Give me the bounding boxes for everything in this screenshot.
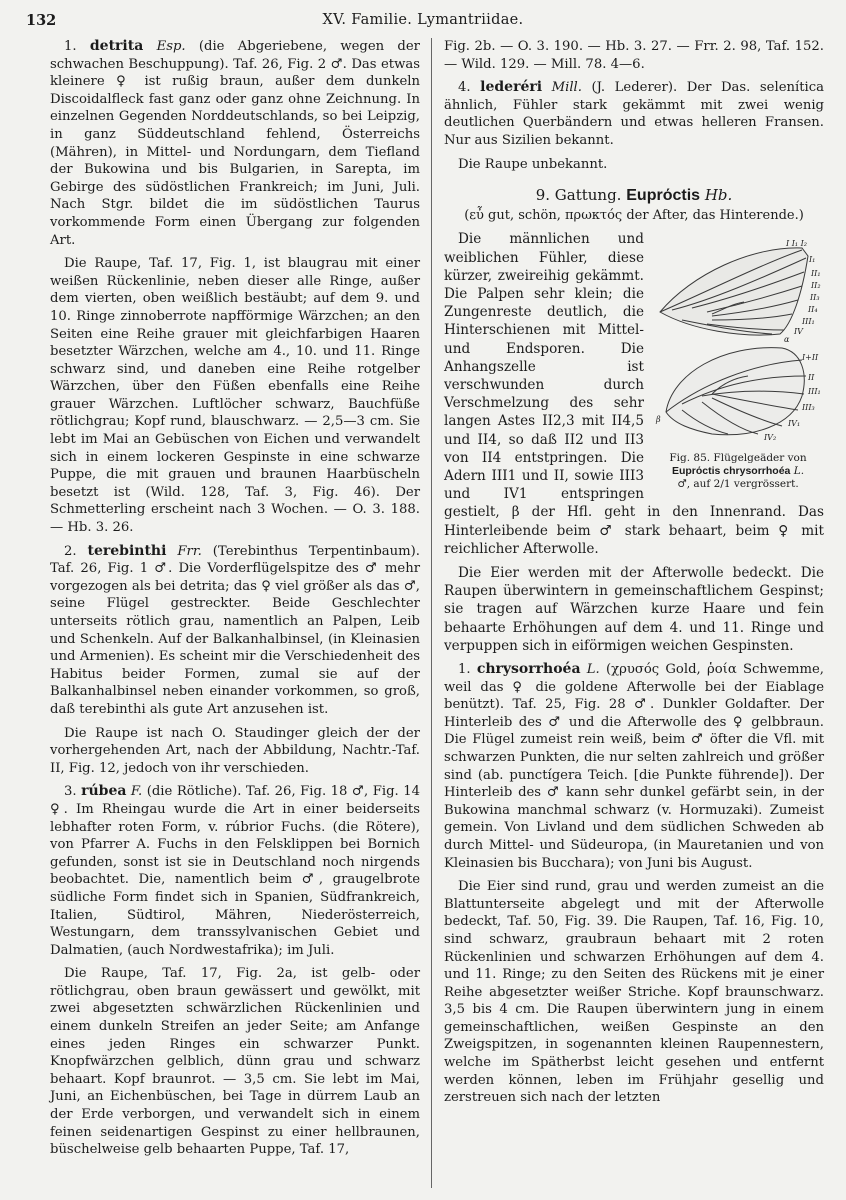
paragraph-raupe-detrita: Die Raupe, Taf. 17, Fig. 1, ist blaugrau mit einer weißen Rückenlinie, neben dieser alle Ringe, außer dem vierten, oben weißlich bestäubt; auf dem 9. und 10. Ringe zinnoberrote napfförmige Wärzchen; an den Seiten eine Reihe grauer mit gleichfarbigen Haaren besetzter Wärzchen, welche am 4., 10. und 11. Ringe schwarz sind, und daneben eine Reihe rotgelber Wärzchen, über den Füßen ebenfalls eine Reihe grauer Wärzchen. Luftlöcher schwarz, Bauchfüße rötlichgrau; Kopf rund, blauschwarz. — 2,5—3 cm. Sie lebt im Mai an Gebüschen von Eichen und verwandelt sich in einem lockeren Gespinste in eine schwarze Puppe, die mit grauen und braunen Haarbüscheln besetzt ist (Wild. 128, Taf. 3, Fig. 46). Der Schmetterling erscheint nach 3 Wochen. — O. 3. 188. — Hb. 3. 26.	[50, 256, 420, 536]
species-author: Mill.	[551, 80, 582, 96]
caption-species: Euprόctis chrysorrhoéa	[671, 465, 791, 478]
paragraph-raupe-terebinthi: Die Raupe ist nach O. Staudinger gleich der der vorhergehenden Art, nach der Abbildung, Nachtr.-Taf. II, Fig. 12, jedoch von ihr verschieden.	[50, 725, 420, 776]
species-entry-terebinthi	[50, 543, 420, 719]
species-name: rúbea	[81, 783, 127, 800]
svg-text:III₁: III₁	[802, 317, 815, 327]
species-number: 1.	[458, 662, 471, 678]
species-text: (die Abgeriebene, wegen der schwachen Beschuppung). Taf. 26, Fig. 2 ♂. Das etwas kleinere ♀ ist rußig braun, außer dem dunkeln Discoidalfleck fast ganz oder ganz ohne Zeichnung. In einzelnen Gegenden Norddeutschlands, so bei Leipzig, in ganz Süddeutschland fehlend, Österreichs (Mähren), in Mittel- und Nordungarn, dem Tiefland der Bukowina und bis Bulgarien, in Sarepta, im Gebirge des südöstlichen Frankreich; im Juni, Juli. Nach Stgr. bildet die im südöstlichen Taurus vorkommende Form einen Übergang zur folgenden Art.	[50, 39, 420, 248]
species-number: 3.	[64, 784, 77, 800]
caption-prefix: Fig. 85. Flügelgeäder von	[669, 452, 807, 465]
paragraph-raupe-rubea: Die Raupe, Taf. 17, Fig. 2a, ist gelb- oder rötlichgrau, oben braun gewässert und gewölkt, mit zwei abgesetzten schwärzlichen Rückenlinien und einem dunkeln Streifen an jeder Seite; am Anfange eines jeden Ringes ein schwarzer Punkt. Knopfwärzchen gelblich, dünn grau und schwarz behaart. Kopf braunrot. — 3,5 cm. Sie lebt im Mai, Juni, an Eichenbüschen, bei Tage in dürrem Laub an der Erde verborgen, und verwandelt sich in einem feinen seidenartigen Gespinst zu einer hellbraunen, büschelweise gelb behaarten Puppe, Taf. 17,	[50, 966, 420, 1158]
continuation-text: Fig. 2b. — O. 3. 190. — Hb. 3. 27. — Frr. 2. 98, Taf. 152. — Wild. 129. — Mill. 78. 4—6.	[444, 39, 824, 72]
species-number: 4.	[458, 80, 471, 96]
species-text: (Terebinthus Terpentinbaum). Taf. 26, Fig. 1 ♂. Die Vorderflügelspitze des ♂ mehr vorgezogen als bei detrita; das ♀ viel größer als das ♂, seine Flügel gestreckter. Beide Geschlechter unterseits rötlich grau, namentlich an Palpen, Leib und Schenkeln. Auf der Balkanhalbinsel, (in Kleinasien und Armenien). Es scheint mir die Verschiedenheit des Habitus beider Formen, zumal sie auf der Balkanhalbinsel neben einander vorkommen, so groß, daß terebinthi als gute Art anzusehen ist.	[50, 543, 420, 717]
svg-text:II₂: II₂	[811, 281, 821, 291]
genus-heading	[444, 187, 824, 205]
svg-text:III₃: III₃	[802, 403, 815, 413]
svg-text:I₁: I₁	[809, 255, 816, 265]
wing-venation-illustration	[652, 234, 824, 450]
species-number: 2.	[64, 543, 77, 559]
paragraph-eier: Die Eier werden mit der Afterwolle bedeckt. Die Raupen überwintern in gemeinschaftlichem Gespinst; sie tragen auf Wärzchen kurze Haare und fein behaarte Erhöhungen auf dem 4. und 11. Ringe und verpuppen sich in eiförmigen weichen Gespinsten.	[444, 565, 824, 654]
paragraph-eier-raupen: Die Eier sind rund, grau und werden zumeist an die Blattunterseite abgelegt und mit der Afterwolle bedeckt, Taf. 50, Fig. 39. Die Raupen, Taf. 16, Fig. 10, sind schwarz, graubraun behaart mit 2 roten Rückenlinien und schwarzen Erhöhungen auf dem 4. und 11. Ringe; zu den Seiten des Rückens mit je einer Reihe abgesetzter weißer Striche. Kopf braunschwarz. 3,5 bis 4 cm. Die Raupen überwintern jung in einem gemeinschaftlichen, weißen Gespinste an den Zweigspitzen, in sogenannten kleinen Raupennestern, welche im Spätherbst leicht gesehen und entfernt werden können, leben im Frühjahr gesellig und zerstreuen sich nach der letzten	[444, 879, 824, 1106]
page-header	[26, 8, 820, 32]
species-author: Esp.	[156, 39, 186, 54]
svg-text:α: α	[784, 335, 790, 345]
species-text: (J. Lederer). Der Das. selenítica ähnlich, Fühler stark gekämmt mit zwei wenig deutlichen Querbändern und etwas helleren Fransen. Nur aus Sizilien bekannt.	[444, 80, 824, 148]
species-number: 1.	[64, 39, 77, 54]
species-entry-rubea	[50, 783, 420, 959]
genus-description: Die männlichen und weiblichen Fühler, diese kürzer, zweireihig gekämmt. Die Palpen sehr klein; die Zungenreste deutlich, die Hinterschienen mit Mittel- und Endsporen. Die Anhangszelle ist verschwunden durch Verschmelzung des sehr langen Astes II2,3 mit II4,5 und II4, so daß II2 und II3 von II4 entstpringen. Die Adern III1 und II, sowie III3 und IV1 entspringen gestielt, β der Hfl. geht in den Innenrand. Das Hinterleibende beim ♂ stark behaart, beim ♀ mit reichlicher Afterwolle.	[444, 231, 824, 557]
svg-text:III₁: III₁	[808, 387, 821, 397]
running-title: XV. Familie. Lymantriidae.	[322, 12, 524, 28]
species-author: Frr.	[177, 543, 202, 559]
raupe-unknown: Die Raupe unbekannt.	[458, 156, 608, 172]
svg-text:II₁: II₁	[811, 269, 821, 279]
species-name: lederéri	[480, 79, 543, 96]
genus-name: Euprόctis	[626, 187, 701, 205]
species-name: detrita	[89, 38, 144, 54]
genus-author: Hb.	[704, 186, 733, 205]
svg-text:β: β	[656, 415, 661, 425]
species-text: (χρυσός Gold, ῥοία Schwemme, weil das ♀ die goldene Afterwolle bei der Eiablage benützt). Taf. 25, Fig. 28 ♂. Dunkler Goldafter. Der Hinterleib des ♂ und die Afterwolle des ♀ gelbbraun. Die Flügel zumeist rein weiß, beim ♂ öfter die Vfl. mit schwarzen Punkten, die nur selten zahlreich und größer sind (ab. punctígera Teich. [die Punkte führende]). Der Hinterleib des ♂ kann sehr dunkel gefärbt sein, in der Bukowina manchmal schwarz (v. Hormuzaki). Zumeist gemein. Von Livland und dem südlichen Schweden ab durch Mittel- und Südeuropa, (in Mauretanien und von Kleinasien bis Bucchara); von Juni bis August.	[444, 662, 824, 871]
left-column	[50, 38, 420, 1165]
svg-text:IV₂: IV₂	[764, 433, 777, 443]
svg-text:I+II: I+II	[802, 353, 819, 363]
svg-text:I I₁ I₂: I I₁ I₂	[786, 239, 807, 249]
column-divider	[431, 38, 432, 1188]
svg-text:IV₁: IV₁	[788, 419, 801, 429]
figure-caption	[652, 452, 824, 491]
page-number: 132	[26, 12, 57, 29]
genus-etymology: (εὖ gut, schön, πρωκτός der After, das Hinterende.)	[464, 207, 804, 223]
species-name: chrysorrhoéa	[476, 661, 581, 678]
svg-text:II₄: II₄	[808, 305, 818, 315]
svg-text:II₃: II₃	[810, 293, 820, 303]
caption-suffix: ♂, auf 2/1 vergrössert.	[677, 478, 799, 491]
genus-prefix: 9. Gattung.	[535, 186, 622, 205]
svg-text:II: II	[808, 373, 815, 383]
svg-text:IV: IV	[794, 327, 803, 337]
right-column	[444, 38, 824, 1113]
species-author: F.	[130, 784, 143, 800]
species-author: L.	[586, 662, 600, 678]
species-entry-detrita	[50, 38, 420, 249]
species-text: (die Rötliche). Taf. 26, Fig. 18 ♂, Fig. 14 ♀. Im Rheingau wurde die Art in einer beiderseits lebhafter roten Form, v. rúbrior Fuchs. (die Rötere), von Pfarrer A. Fuchs in den Felsklippen bei Bornich gefunden, sonst ist sie in Deutschland noch nirgends beobachtet. Die, namentlich beim ♂, graugelbrote südliche Form findet sich in Spanien, Südfrankreich, Italien, Südtirol, Mähren, Niederösterreich, Westungarn, dem transsylvanischen Gebiet und Dalmatien, (auch Nordwestafrika); im Juli.	[50, 784, 420, 958]
caption-author: L.	[793, 465, 805, 478]
species-entry-chrysorrhoea	[444, 661, 824, 872]
wing-venation-figure	[652, 234, 824, 491]
species-entry-ledereri	[444, 79, 824, 149]
species-name: terebinthi	[87, 542, 167, 559]
